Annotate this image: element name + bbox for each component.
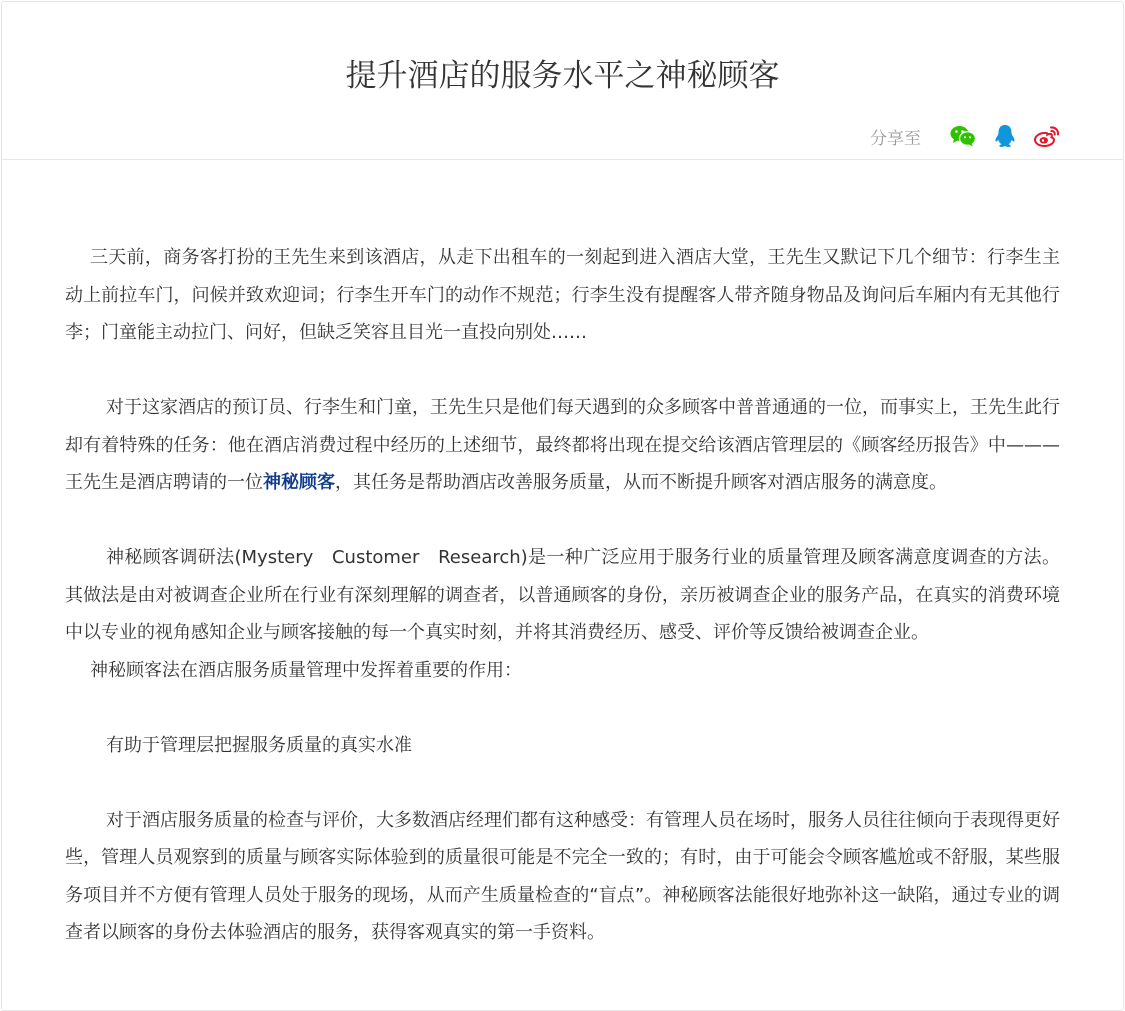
share-weibo-button[interactable] [1033,122,1061,150]
paragraph: 神秘顾客调研法(Mystery Customer Research)是一种广泛应用于服务行业的质量管理及顾客满意度调查的方法。其做法是由对被调查企业所在行业有深刻理解的调查者，以普通顾客的身份，亲历被调查企业的服务产品，在真实的消费环境中以专业的视角感知企业与顾客接触的每一个真实时刻，并将其消费经历、感受、评价等反馈给被调查企业。 [65,547,1060,643]
paragraph: 对于酒店服务质量的检查与评价，大多数酒店经理们都有这种感受：有管理人员在场时，服务人员往往倾向于表现得更好些，管理人员观察到的质量与顾客实际体验到的质量很可能是不完全一致的；有时，由于可能会令顾客尴尬或不舒服，某些服务项目并不方便有管理人员处于服务的现场，从而产生质量检查的“盲点”。神秘顾客法能很好地弥补这一缺陷，通过专业的调查者以顾客的身份去体验酒店的服务，获得客观真实的第一手资料。 [65,809,1060,943]
share-wechat-button[interactable] [949,122,977,150]
paragraph [65,389,1060,502]
wechat-icon [950,125,976,147]
mystery-customer-link[interactable]: 神秘顾客 [263,472,335,493]
paragraph: 三天前，商务客打扮的王先生来到该酒店，从走下出租车的一刻起到进入酒店大堂，王先生又默记下几个细节：行李生主动上前拉车门，问候并致欢迎词；行李生开车门的动作不规范；行李生没有提醒客人带齐随身物品及询问后车厢内有无其他行李；门童能主动拉门、问好，但缺乏笑容且目光一直投向别处…… [65,247,1060,343]
share-bar [870,122,1061,150]
article-body [65,239,1060,952]
share-qq-button[interactable] [991,122,1019,150]
section-heading: 有助于管理层把握服务质量的真实水准 [106,734,412,756]
share-label: 分享至 [870,128,921,149]
article-header [2,2,1123,160]
qq-icon [994,124,1016,148]
paragraph-text: 对于这家酒店的预订员、行李生和门童，王先生只是他们每天遇到的众多顾客中普普通通的一位，而事实上，王先生此行却有着特殊的任务：他在酒店消费过程中经历的上述细节，最终都将出现在提交给该酒店管理层的《顾客经历报告》中———王先生是酒店聘请的一位 [65,397,1060,493]
paragraph-text: ，其任务是帮助酒店改善服务质量，从而不断提升顾客对酒店服务的满意度。 [335,472,947,493]
weibo-icon [1034,125,1060,147]
paragraph: 神秘顾客法在酒店服务质量管理中发挥着重要的作用： [90,659,522,681]
page-title: 提升酒店的服务水平之神秘顾客 [345,58,780,94]
article-card [1,1,1124,1011]
